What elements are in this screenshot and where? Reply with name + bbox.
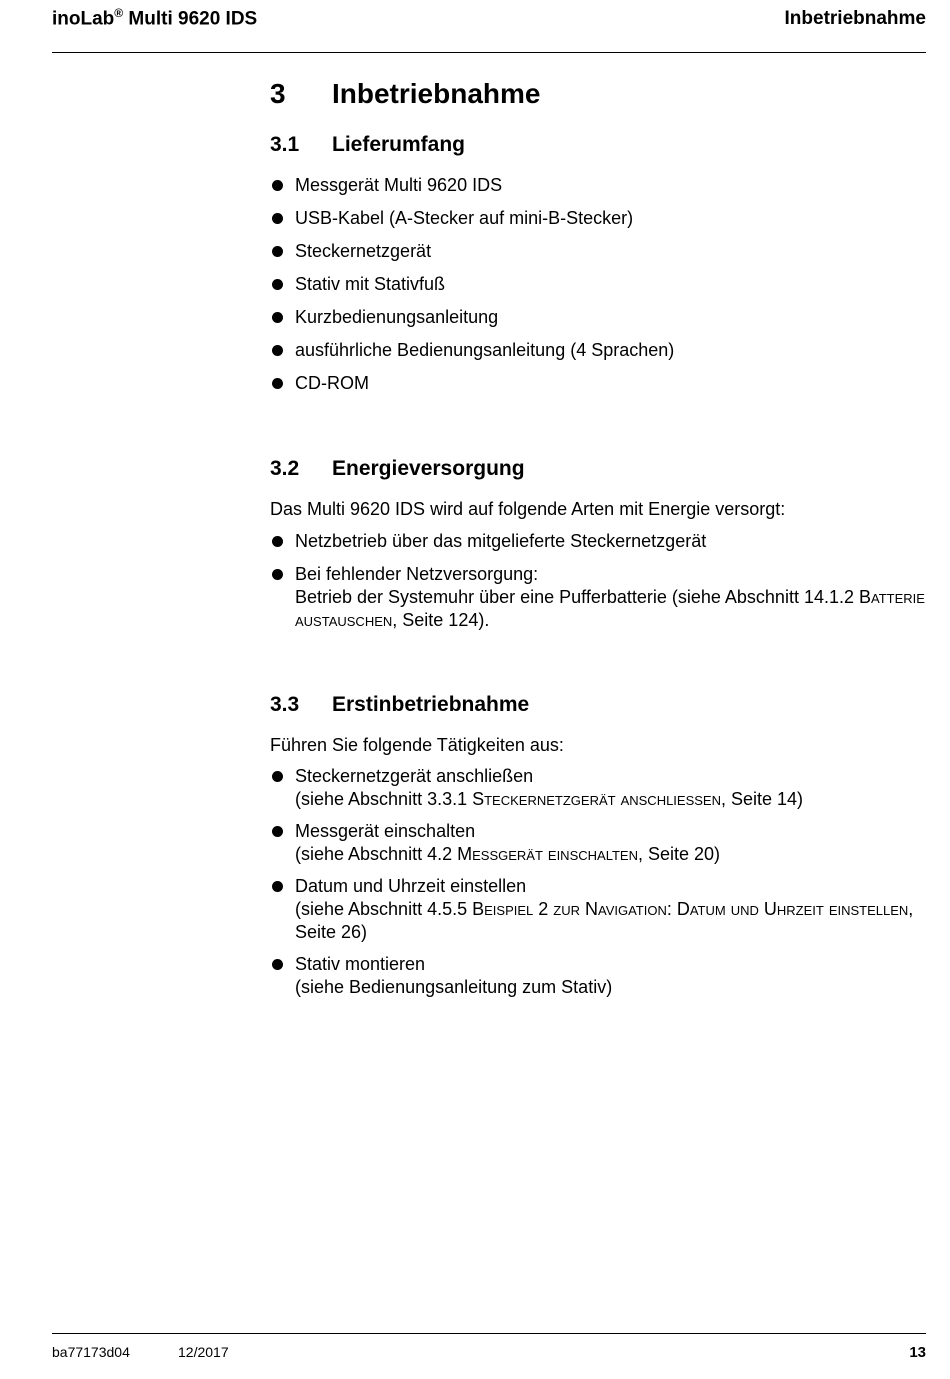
item-text: , Seite 14) — [721, 789, 804, 809]
item-text: , Seite 20) — [637, 844, 721, 864]
list-item: Steckernetzgerät — [270, 240, 926, 263]
list-item — [270, 875, 926, 944]
footer-divider — [52, 1333, 926, 1334]
item-text: (siehe Abschnitt 4.5.5 — [295, 899, 473, 919]
section-heading-3-3 — [270, 693, 529, 717]
chapter-number: 3 — [270, 78, 286, 109]
section-title: Erstinbetriebnahme — [332, 693, 530, 716]
item-text: Betrieb der Systemuhr über eine Pufferbatterie (siehe Abschnitt 14.1.2 — [295, 587, 859, 607]
header-section-title: Inbetriebnahme — [784, 8, 926, 29]
item-text: (siehe Bedienungsanleitung zum Stativ) — [295, 977, 613, 997]
section-heading-3-1 — [270, 133, 465, 157]
list-item — [270, 765, 926, 811]
chapter-heading — [270, 78, 540, 110]
section-title: Energieversorgung — [332, 457, 525, 480]
section-number: 3.2 — [270, 457, 300, 480]
section-number: 3.3 — [270, 693, 300, 716]
delivery-list — [270, 174, 926, 395]
registered-mark: ® — [114, 6, 124, 20]
header-divider — [52, 52, 926, 53]
model-name: Multi 9620 IDS — [128, 8, 258, 30]
item-text: (siehe Abschnitt 3.3.1 — [295, 789, 473, 809]
section-title: Lieferumfang — [332, 133, 466, 156]
cross-reference-link[interactable]: Beispiel 2 zur Navigation: Datum und Uhrzeit einstellen — [472, 899, 909, 919]
startup-list — [270, 765, 926, 999]
footer-date: 12/2017 — [178, 1344, 229, 1360]
item-main: Messgerät einschalten — [295, 821, 476, 841]
startup-intro-text: Führen Sie folgende Tätigkeiten aus: — [270, 735, 564, 755]
item-text: , Seite 124). — [392, 610, 490, 630]
cross-reference-link[interactable]: Messgerät einschalten — [457, 844, 638, 864]
product-name: inoLab — [52, 8, 115, 30]
list-item: Netzbetrieb über das mitgelieferte Steckernetzgerät — [270, 530, 926, 553]
item-text: (siehe Abschnitt 4.2 — [295, 844, 458, 864]
footer-doc-code: ba77173d04 — [52, 1344, 130, 1360]
cross-reference-link[interactable]: Steckernetzgerät anschließen — [472, 789, 721, 809]
list-item — [270, 563, 926, 632]
list-item: Stativ mit Stativfuß — [270, 273, 926, 296]
section-heading-3-2 — [270, 457, 525, 481]
list-item — [270, 820, 926, 866]
list-item: USB-Kabel (A-Stecker auf mini-B-Stecker) — [270, 207, 926, 230]
list-item: Messgerät Multi 9620 IDS — [270, 174, 926, 197]
list-item: Kurzbedienungsanleitung — [270, 306, 926, 329]
list-item — [270, 953, 926, 999]
chapter-title: Inbetriebnahme — [332, 78, 541, 109]
footer-page-number: 13 — [909, 1344, 926, 1361]
item-main: Datum und Uhrzeit einstellen — [295, 876, 527, 896]
item-line: Bei fehlender Netzversorgung: — [295, 564, 539, 584]
item-main: Steckernetzgerät anschließen — [295, 766, 534, 786]
section-number: 3.1 — [270, 133, 300, 156]
header-product-title — [52, 6, 257, 30]
list-item: CD-ROM — [270, 372, 926, 395]
cross-reference-link[interactable]: Batterie austauschen — [295, 587, 925, 630]
power-intro-text: Das Multi 9620 IDS wird auf folgende Arten mit Energie versorgt: — [270, 499, 786, 519]
list-item: ausführliche Bedienungsanleitung (4 Sprachen) — [270, 339, 926, 362]
power-list — [270, 530, 926, 632]
item-main: Stativ montieren — [295, 954, 426, 974]
item-text: , Seite 26) — [295, 899, 914, 942]
